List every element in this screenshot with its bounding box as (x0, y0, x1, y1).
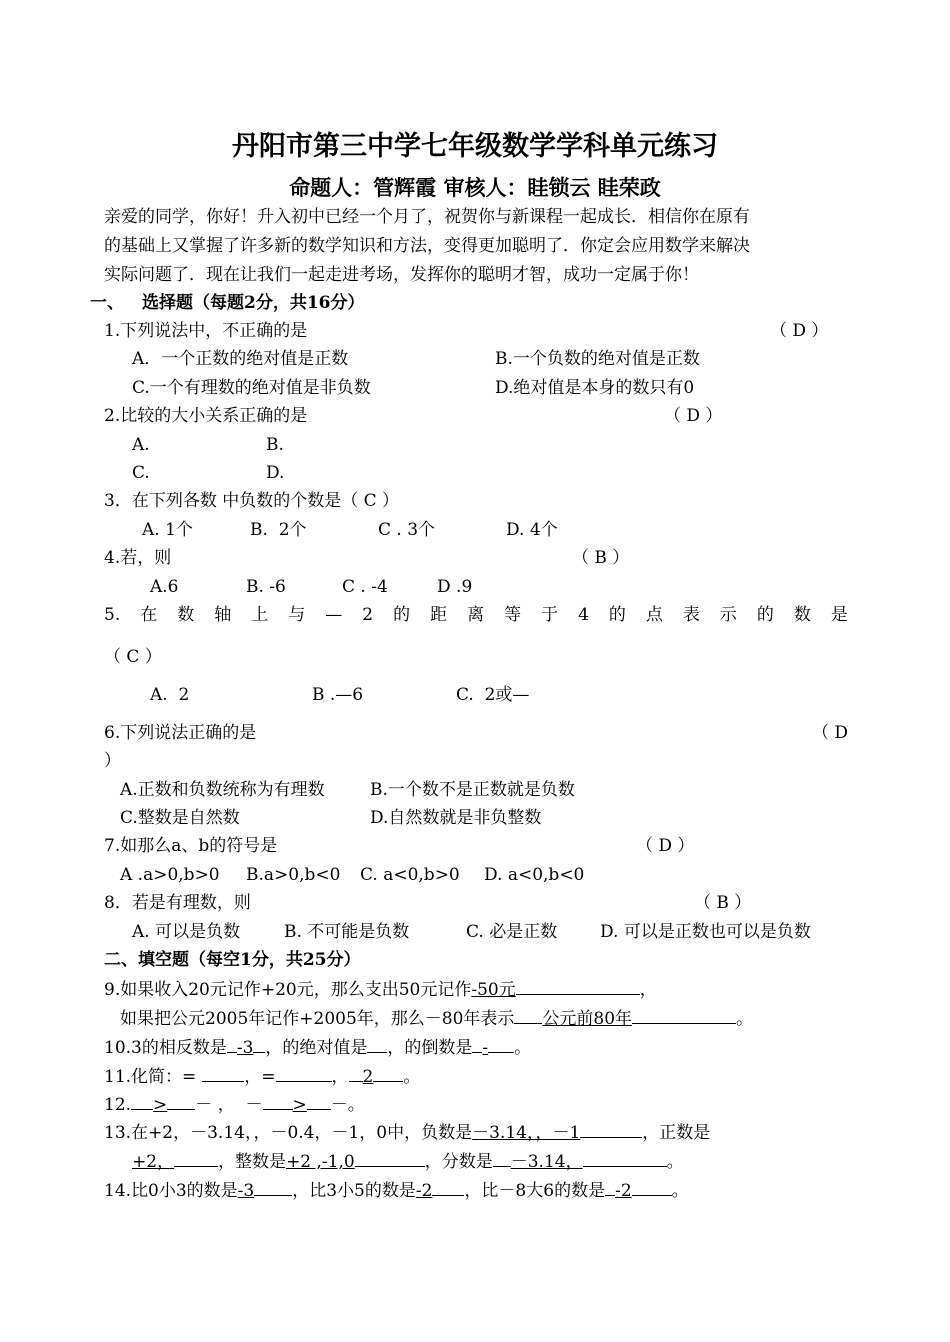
q10-blank (227, 1035, 237, 1053)
q5-stem-char: 等 (504, 605, 522, 625)
q13-text: ，整数是 (218, 1152, 287, 1172)
q6-option-a: A.正数和负数统称为有理数 (120, 780, 325, 800)
section-1-number: 一、 (90, 293, 124, 313)
q10-text: ，的倒数是 (387, 1038, 473, 1058)
q5-stem-char: 5. (104, 605, 121, 625)
q5-stem-char: 数 (177, 605, 195, 625)
q8-option-c: C. 必是正数 (466, 922, 558, 942)
q5-stem-char: 轴 (214, 605, 232, 625)
q6-answer-close: ） (104, 751, 121, 771)
q1-stem: 1.下列说法中，不正确的是 (104, 321, 308, 341)
q5-stem-char: 是 (830, 605, 848, 625)
q7-option-d: D. a<0,b<0 (484, 865, 585, 885)
q6-stem: 6.下列说法正确的是 (104, 723, 257, 743)
q2-option-c: C. (132, 463, 150, 483)
q7-answer: （ D ） (636, 836, 695, 856)
q9-blank-2b (632, 1006, 736, 1024)
q13-blank (355, 1149, 425, 1167)
q12-line (104, 1092, 365, 1116)
q5-stem-char: 的 (756, 605, 774, 625)
q9-blank-2 (514, 1006, 542, 1024)
q11-answer-3: 2 (362, 1067, 374, 1087)
q13-text: 13.在+2，－3.14，，－0.4，－1，0中，负数是 (104, 1123, 473, 1143)
q14-answer-2: -2 (415, 1181, 433, 1201)
q1-option-d: D.绝对值是本身的数只有0 (495, 378, 695, 398)
page-title: 丹阳市第三中学七年级数学学科单元练习 (232, 131, 718, 162)
q14-blank (432, 1178, 464, 1196)
q12-answer-1: > (153, 1095, 168, 1115)
intro-line-3: 实际问题了．现在让我们一起走进考场，发挥你的聪明才智，成功一定属于你！ (104, 265, 699, 285)
q13-answer-positives: +2， (132, 1152, 175, 1172)
q5-stem-char: 于 (541, 605, 559, 625)
q10-text: 10.3的相反数是 (104, 1038, 227, 1058)
q14-blank (632, 1178, 672, 1196)
q11-blank (276, 1064, 332, 1082)
q7-option-c: C. a<0,b>0 (360, 865, 460, 885)
q5-stem-char: 在 (140, 605, 158, 625)
q11-text: 。 (403, 1067, 421, 1087)
q8-option-b: B. 不可能是负数 (284, 922, 410, 942)
q7-option-a: A .a>0,b>0 (120, 865, 220, 885)
q12-text: － ， － (195, 1095, 263, 1115)
q13-text: 。 (666, 1152, 684, 1172)
q13-text: ，正数是 (642, 1123, 711, 1143)
q13-blank (493, 1149, 511, 1167)
q14-text: ，比3小5的数是 (292, 1181, 416, 1201)
q13-blank (583, 1149, 667, 1167)
q10-blank (472, 1035, 482, 1053)
q13-line-1 (104, 1120, 710, 1144)
q7-stem: 7.如那么a、b的符号是 (104, 836, 278, 856)
q5-stem-char: 与 (288, 605, 306, 625)
q5-stem-char: 离 (467, 605, 485, 625)
q12-blank (263, 1092, 293, 1110)
q13-blank (174, 1149, 218, 1167)
q9-blank-1 (516, 977, 640, 995)
q6-option-b: B.一个数不是正数就是负数 (370, 780, 575, 800)
q11-text: ， (331, 1067, 349, 1087)
q11-blank (202, 1064, 244, 1082)
section-1-title: 选择题（每题2分，共16分） (142, 293, 365, 313)
q10-text: ，的绝对值是 (265, 1038, 368, 1058)
q13-line-2 (132, 1149, 684, 1173)
q14-blank (605, 1178, 615, 1196)
q13-text: ，分数是 (424, 1152, 493, 1172)
q9-text: 9.如果收入20元记作+20元，那么支出50元记作 (104, 980, 472, 1000)
q9-line-2 (120, 1006, 753, 1030)
q5-stem-char: 的 (608, 605, 626, 625)
q12-blank (307, 1092, 331, 1110)
q4-option-b: B. -6 (246, 577, 286, 597)
q1-option-b: B.一个负数的绝对值是正数 (495, 349, 700, 369)
q6-option-d: D.自然数就是非负整数 (370, 808, 542, 828)
q10-blank (253, 1035, 265, 1053)
q13-answer-fractions: －3.14， (510, 1152, 583, 1172)
q5-option-b: B .—6 (312, 685, 364, 705)
q5-answer: （ C ） (104, 647, 162, 667)
q14-answer-3: -2 (615, 1181, 632, 1201)
q5-option-c: C. 2或— (456, 685, 530, 705)
q10-text: 。 (514, 1038, 532, 1058)
q8-stem: 8．若是有理数，则 (104, 893, 251, 913)
q11-blank (373, 1064, 403, 1082)
q3-stem: 3．在下列各数 中负数的个数是（ C ） (104, 491, 400, 511)
q5-stem-char: 表 (682, 605, 700, 625)
q10-line (104, 1035, 531, 1059)
q3-option-a: A. 1个 (142, 520, 193, 540)
q3-option-d: D. 4个 (506, 520, 558, 540)
q10-answer-3: - (482, 1038, 489, 1058)
q14-line (104, 1178, 689, 1202)
q8-option-d: D. 可以是正数也可以是负数 (600, 922, 811, 942)
q1-option-c: C.一个有理数的绝对值是非负数 (132, 378, 371, 398)
q5-stem (104, 604, 848, 626)
q5-stem-char: 上 (251, 605, 269, 625)
intro-line-2: 的基础上又掌握了许多新的数学知识和方法，变得更加聪明了．你定会应用数学来解决 (104, 236, 750, 256)
q7-option-b: B.a>0,b<0 (246, 865, 341, 885)
q9-text: ， (639, 980, 657, 1000)
q12-answer-2: > (292, 1095, 307, 1115)
q5-stem-char: 2 (362, 605, 374, 625)
q9-answer-1: -50元 (471, 980, 516, 1000)
q11-text: 11.化简：= (104, 1067, 197, 1087)
q10-blank (488, 1035, 514, 1053)
q2-option-d: D. (266, 463, 285, 483)
q8-answer: （ B ） (694, 893, 752, 913)
q11-text: ，= (244, 1067, 276, 1087)
q13-answer-integers: +2 ,-1,0 (286, 1152, 355, 1172)
q13-answer-negatives: －3.14，，－1 (472, 1123, 581, 1143)
q2-stem: 2.比较的大小关系正确的是 (104, 406, 308, 426)
q12-blank (131, 1092, 153, 1110)
q5-option-a: A. 2 (150, 685, 190, 705)
q8-option-a: A. 可以是负数 (132, 922, 241, 942)
q10-blank (367, 1035, 387, 1053)
q9-text: 。 (736, 1009, 754, 1029)
q5-stem-char: 4 (578, 605, 589, 625)
q3-option-c: C . 3个 (378, 520, 436, 540)
q6-answer-open: （ D (812, 723, 849, 743)
q5-stem-char: 数 (793, 605, 811, 625)
q5-stem-char: 示 (719, 605, 737, 625)
q4-option-d: D .9 (437, 577, 473, 597)
q4-answer: （ B ） (572, 548, 630, 568)
q5-stem-char: — (325, 605, 343, 625)
q5-stem-char: 点 (645, 605, 663, 625)
q2-option-b: B. (266, 435, 284, 455)
q12-text: 12. (104, 1095, 132, 1115)
q11-line (104, 1064, 420, 1088)
q14-blank (254, 1178, 292, 1196)
q14-text: 14.比0小3的数是 (104, 1181, 238, 1201)
q4-stem: 4.若，则 (104, 548, 172, 568)
q13-blank (580, 1120, 642, 1138)
q1-option-a: A．一个正数的绝对值是正数 (132, 349, 349, 369)
page-subtitle: 命题人：管辉霞 审核人：眭锁云 眭荣政 (289, 175, 661, 200)
q9-answer-2: 公元前80年 (542, 1009, 633, 1029)
q1-answer: （ D ） (770, 321, 829, 341)
q11-blank (349, 1064, 363, 1082)
q2-answer: （ D ） (664, 406, 723, 426)
q5-stem-char: 的 (393, 605, 411, 625)
q12-blank (167, 1092, 195, 1110)
q14-answer-1: -3 (237, 1181, 255, 1201)
q3-option-b: B. 2个 (250, 520, 307, 540)
q5-stem-char: 距 (430, 605, 448, 625)
q14-text: 。 (671, 1181, 689, 1201)
q9-text: 如果把公元2005年记作+2005年，那么－80年表示 (120, 1009, 515, 1029)
q9-line-1 (104, 977, 657, 1001)
q4-option-a: A.6 (150, 577, 179, 597)
q12-text: －。 (330, 1095, 365, 1115)
q10-answer-1: -3 (236, 1038, 254, 1058)
intro-line-1: 亲爱的同学，你好！升入初中已经一个月了，祝贺你与新课程一起成长．相信你在原有 (104, 207, 750, 227)
q4-option-c: C . -4 (342, 577, 388, 597)
q2-option-a: A. (132, 435, 150, 455)
q6-option-c: C.整数是自然数 (120, 808, 240, 828)
q14-text: ，比－8大6的数是 (464, 1181, 606, 1201)
section-2-title: 二、填空题（每空1分，共25分） (104, 950, 361, 970)
